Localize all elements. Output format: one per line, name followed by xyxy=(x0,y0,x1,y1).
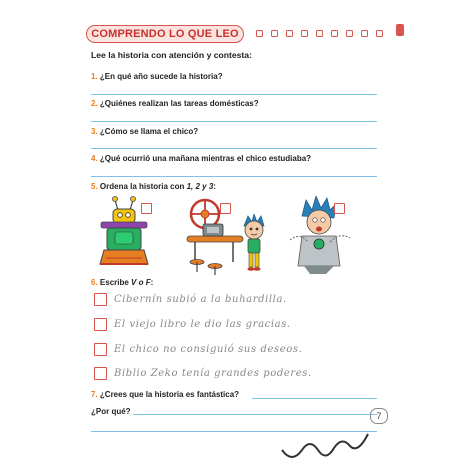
deco-square xyxy=(301,30,308,37)
vf-box-1[interactable] xyxy=(94,293,107,306)
deco-square xyxy=(361,30,368,37)
statement-4: Biblio Zeko tenía grandes poderes. xyxy=(114,368,312,379)
answer-line[interactable] xyxy=(91,121,377,122)
statement-3: El chico no consiguió sus deseos. xyxy=(114,344,303,355)
deco-square xyxy=(346,30,353,37)
answer-line[interactable] xyxy=(91,94,377,95)
instructions: Lee la historia con atención y contesta: xyxy=(91,50,252,60)
answer-line[interactable] xyxy=(252,398,377,399)
vf-box-2[interactable] xyxy=(94,318,107,331)
vf-box-4[interactable] xyxy=(94,367,107,380)
order-box-1[interactable] xyxy=(141,203,152,214)
answer-line[interactable] xyxy=(91,148,377,149)
boy-illustration xyxy=(240,214,268,272)
question-6: 6. Escribe V o F: xyxy=(91,278,154,287)
deco-square xyxy=(316,30,323,37)
deco-square xyxy=(376,30,383,37)
question-4: 4. ¿Qué ocurrió una mañana mientras el chico estudiaba? xyxy=(91,154,312,163)
page-number: 7 xyxy=(370,408,388,424)
order-box-3[interactable] xyxy=(334,203,345,214)
statement-2: El viejo libro le dio las gracias. xyxy=(114,319,291,330)
header-bar xyxy=(396,24,404,36)
deco-square xyxy=(331,30,338,37)
question-3: 3. ¿Cómo se llama el chico? xyxy=(91,127,199,136)
deco-square xyxy=(286,30,293,37)
deco-square xyxy=(271,30,278,37)
question-7: 7. ¿Crees que la historia es fantástica? xyxy=(91,390,240,399)
question-1: 1. ¿En qué año sucede la historia? xyxy=(91,72,223,81)
deco-square xyxy=(256,30,263,37)
kitchen-illustration xyxy=(185,196,245,276)
order-box-2[interactable] xyxy=(220,203,231,214)
answer-line[interactable] xyxy=(133,414,377,415)
section-title: COMPRENDO LO QUE LEO xyxy=(91,28,239,40)
statement-1: Cibernín subió a la buhardilla. xyxy=(114,294,287,305)
why-label: ¿Por qué? xyxy=(91,407,131,416)
section-header xyxy=(86,25,244,43)
question-2: 2. ¿Quiénes realizan las tareas domésticas? xyxy=(91,99,259,108)
question-5: 5. Ordena la historia con 1, 2 y 3: xyxy=(91,182,216,191)
vf-box-3[interactable] xyxy=(94,343,107,356)
squiggle-decoration xyxy=(280,420,370,466)
answer-line[interactable] xyxy=(91,176,377,177)
